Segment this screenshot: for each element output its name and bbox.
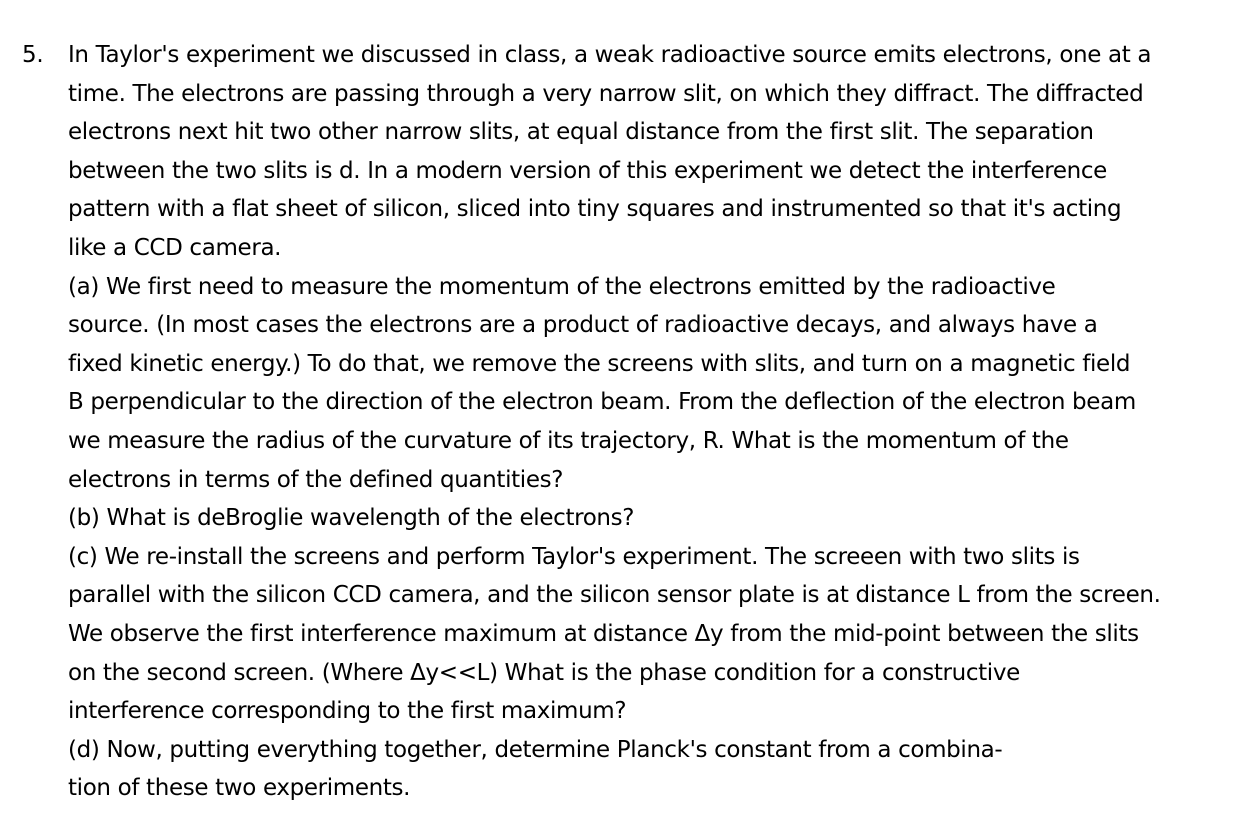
text-line: time. The electrons are passing through a very narrow slit, on which they diffract. The diffracted <box>68 80 1144 107</box>
part-a-line: we measure the radius of the curvature of its trajectory, R. What is the momentum of the <box>68 427 1069 454</box>
part-a-line: source. (In most cases the electrons are a product of radioactive decays, and always have a <box>68 312 1098 339</box>
part-a-line: B perpendicular to the direction of the electron beam. From the deflection of the electron beam <box>68 389 1136 416</box>
text-line: pattern with a flat sheet of silicon, sliced into tiny squares and instrumented so that it's acting <box>68 196 1122 223</box>
part-c-line: parallel with the silicon CCD camera, and the silicon sensor plate is at distance L from the screen. <box>68 582 1161 609</box>
text-line: In Taylor's experiment we discussed in class, a weak radioactive source emits electrons, one at a <box>68 42 1152 68</box>
problem-number: 5. <box>22 42 44 68</box>
text-line: electrons next hit two other narrow slits, at equal distance from the first slit. The separation <box>68 119 1094 146</box>
part-a-line: (a) We first need to measure the momentum of the electrons emitted by the radioactive <box>68 273 1056 300</box>
part-a-line: electrons in terms of the defined quantities? <box>68 466 564 493</box>
part-d-line: (d) Now, putting everything together, determine Planck's constant from a combina- <box>68 736 1003 763</box>
text-line: like a CCD camera. <box>68 234 282 261</box>
part-c-line: on the second screen. (Where Δy<<L) What is the phase condition for a constructive <box>68 659 1020 686</box>
part-c-line: (c) We re-install the screens and perform Taylor's experiment. The screeen with two slits is <box>68 543 1080 570</box>
part-c-line: interference corresponding to the first maximum? <box>68 698 627 725</box>
problem-text <box>68 36 1248 808</box>
part-c-line: We observe the first interference maximum at distance Δy from the mid-point between the slits <box>68 620 1139 647</box>
part-d-line: tion of these two experiments. <box>68 775 411 802</box>
part-b-line: (b) What is deBroglie wavelength of the electrons? <box>68 505 635 532</box>
text-line: between the two slits is d. In a modern version of this experiment we detect the interference <box>68 157 1107 184</box>
part-a-line: fixed kinetic energy.) To do that, we remove the screens with slits, and turn on a magnetic field <box>68 350 1131 377</box>
